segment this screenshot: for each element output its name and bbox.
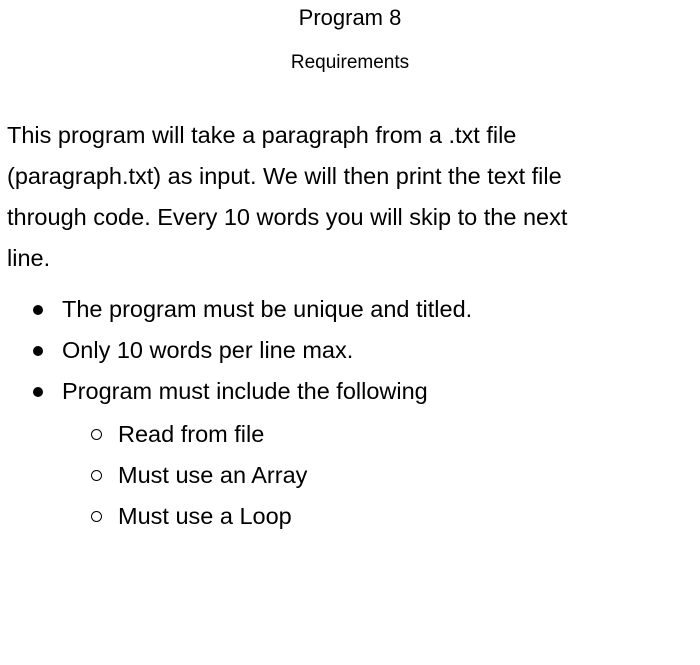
intro-line: This program will take a paragraph from a .txt file	[7, 122, 517, 148]
requirements-list	[0, 289, 700, 412]
document-subtitle: Requirements	[290, 52, 410, 73]
intro-line: line.	[7, 245, 51, 271]
document-title: Program 8	[298, 5, 402, 30]
circle-bullet-icon	[91, 511, 102, 522]
sub-list-item-text: Read from file	[118, 421, 265, 447]
sub-list-item	[0, 496, 700, 537]
list-item	[0, 330, 700, 371]
list-item-text: Program must include the following	[62, 378, 428, 404]
intro-line: (paragraph.txt) as input. We will then print the text file	[7, 163, 562, 189]
intro-paragraph	[7, 115, 697, 279]
list-item-text: Only 10 words per line max.	[62, 337, 354, 363]
sub-list-item	[0, 414, 700, 455]
circle-bullet-icon	[91, 470, 102, 481]
bullet-dot-icon	[33, 387, 43, 397]
list-item-text: The program must be unique and titled.	[62, 296, 473, 322]
bullet-dot-icon	[33, 346, 43, 356]
sub-list-item-text: Must use an Array	[118, 462, 308, 488]
list-item	[0, 371, 700, 412]
sub-requirements-list	[0, 414, 700, 537]
sub-list-item	[0, 455, 700, 496]
list-item	[0, 289, 700, 330]
circle-bullet-icon	[91, 429, 102, 440]
bullet-dot-icon	[33, 305, 43, 315]
intro-line: through code. Every 10 words you will skip to the next	[7, 204, 568, 230]
sub-list-item-text: Must use a Loop	[118, 503, 292, 529]
